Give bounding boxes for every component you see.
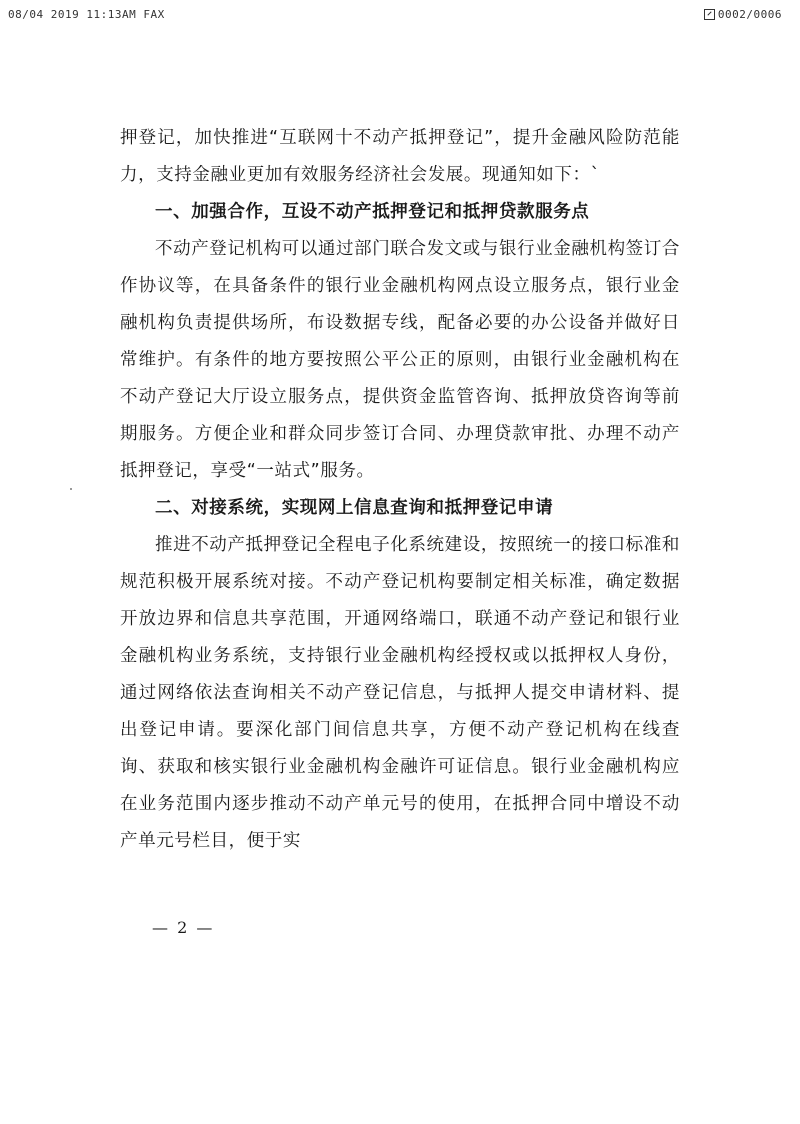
fax-header: [8, 8, 782, 26]
fax-page-counter: [704, 8, 782, 21]
page-number: — 2 —: [152, 918, 215, 937]
paragraph-intro: 押登记，加快推进“互联网十不动产抵押登记”，提升金融风险防范能力，支持金融业更加有效服务经济社会发展。现通知如下：`: [120, 128, 680, 185]
scan-artifact: [70, 488, 72, 490]
paragraph-section-2: 推进不动产抵押登记全程电子化系统建设，按照统一的接口标准和规范积极开展系统对接。不动产登记机构要制定相关标准，确定数据开放边界和信息共享范围，开通网络端口，联通不动产登记和银行业金融机构业务系统，支持银行业金融机构经授权或以抵押权人身份，通过网络依法查询相关不动产登记信息，与抵押人提交申请材料、提出登记申请。要深化部门间信息共享，方便不动产登记机构在线查询、获取和核实银行业金融机构金融许可证信息。银行业金融机构应在业务范围内逐步推动不动产单元号的使用，在抵押合同中增设不动产单元号栏目，便于实: [120, 535, 680, 851]
document-body: [120, 120, 680, 860]
fax-page-count-text: 0002/0006: [717, 8, 782, 21]
section-heading-1: 一、加强合作，互设不动产抵押登记和抵押贷款服务点: [155, 202, 590, 222]
paragraph-section-1: 不动产登记机构可以通过部门联合发文或与银行业金融机构签订合作协议等，在具备条件的银行业金融机构网点设立服务点，银行业金融机构负责提供场所，布设数据专线，配备必要的办公设备并做好日常维护。有条件的地方要按照公平公正的原则，由银行业金融机构在不动产登记大厅设立服务点，提供资金监管咨询、抵押放贷咨询等前期服务。方便企业和群众同步签订合同、办理贷款审批、办理不动产抵押登记，享受“一站式”服务。: [120, 239, 680, 481]
section-heading-2: 二、对接系统，实现网上信息查询和抵押登记申请: [155, 498, 554, 518]
fax-timestamp: 08/04 2019 11:13AM FAX: [8, 8, 165, 21]
fax-page-icon: [704, 9, 715, 20]
